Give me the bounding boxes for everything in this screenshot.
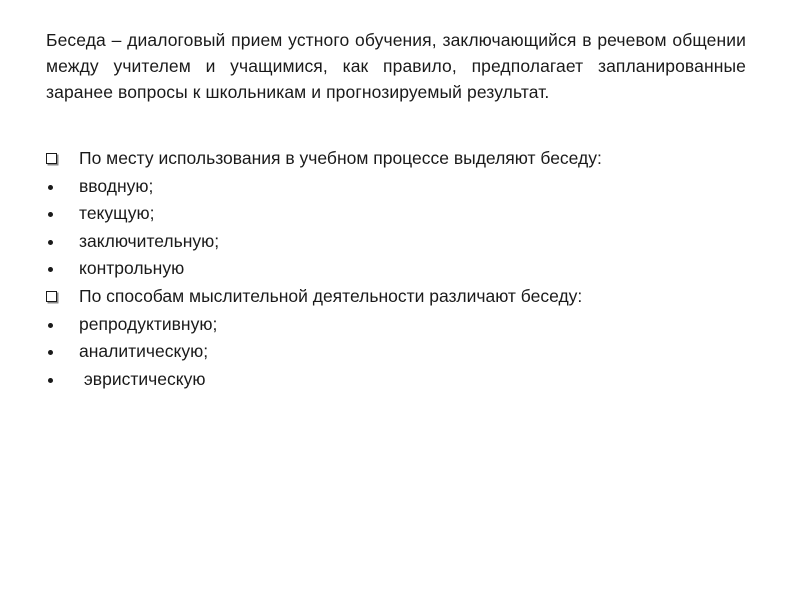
bullet-icon (48, 212, 53, 217)
bullet-icon (48, 350, 53, 355)
content-list (30, 145, 770, 393)
list-item-text: контрольную (79, 258, 185, 279)
list-item (30, 228, 770, 256)
bullet-icon (48, 378, 53, 383)
bullet-icon (48, 240, 53, 245)
list-item-text: эвристическую (79, 368, 206, 389)
list-item (30, 200, 770, 228)
bullet-icon (48, 323, 53, 328)
list-item (30, 173, 770, 201)
list-item-text: По способам мыслительной деятельности различают беседу: (79, 285, 583, 306)
list-item (30, 338, 770, 366)
list-item (30, 255, 770, 283)
list-item-text: По месту использования в учебном процессе выделяют беседу: (79, 148, 602, 168)
checkbox-icon (46, 153, 57, 164)
list-item-text: аналитическую; (79, 341, 209, 362)
list-item-text: заключительную; (79, 230, 220, 251)
list-item-text: репродуктивную; (79, 313, 218, 334)
list-item-text: вводную; (79, 175, 154, 196)
list-item (30, 366, 770, 394)
list-item-heading (30, 283, 770, 311)
bullet-icon (48, 267, 53, 272)
list-item-text: текущую; (79, 203, 155, 224)
list-item (30, 311, 770, 339)
intro-paragraph: Беседа – диалоговый прием устного обучения, заключающийся в речевом общении между учителем и учащимися, как правило, предполагает запланированные заранее вопросы к школьникам и прогнозируемый результат. (46, 30, 746, 102)
bullet-icon (48, 185, 53, 190)
checkbox-icon (46, 291, 57, 302)
list-item-heading (30, 145, 770, 173)
